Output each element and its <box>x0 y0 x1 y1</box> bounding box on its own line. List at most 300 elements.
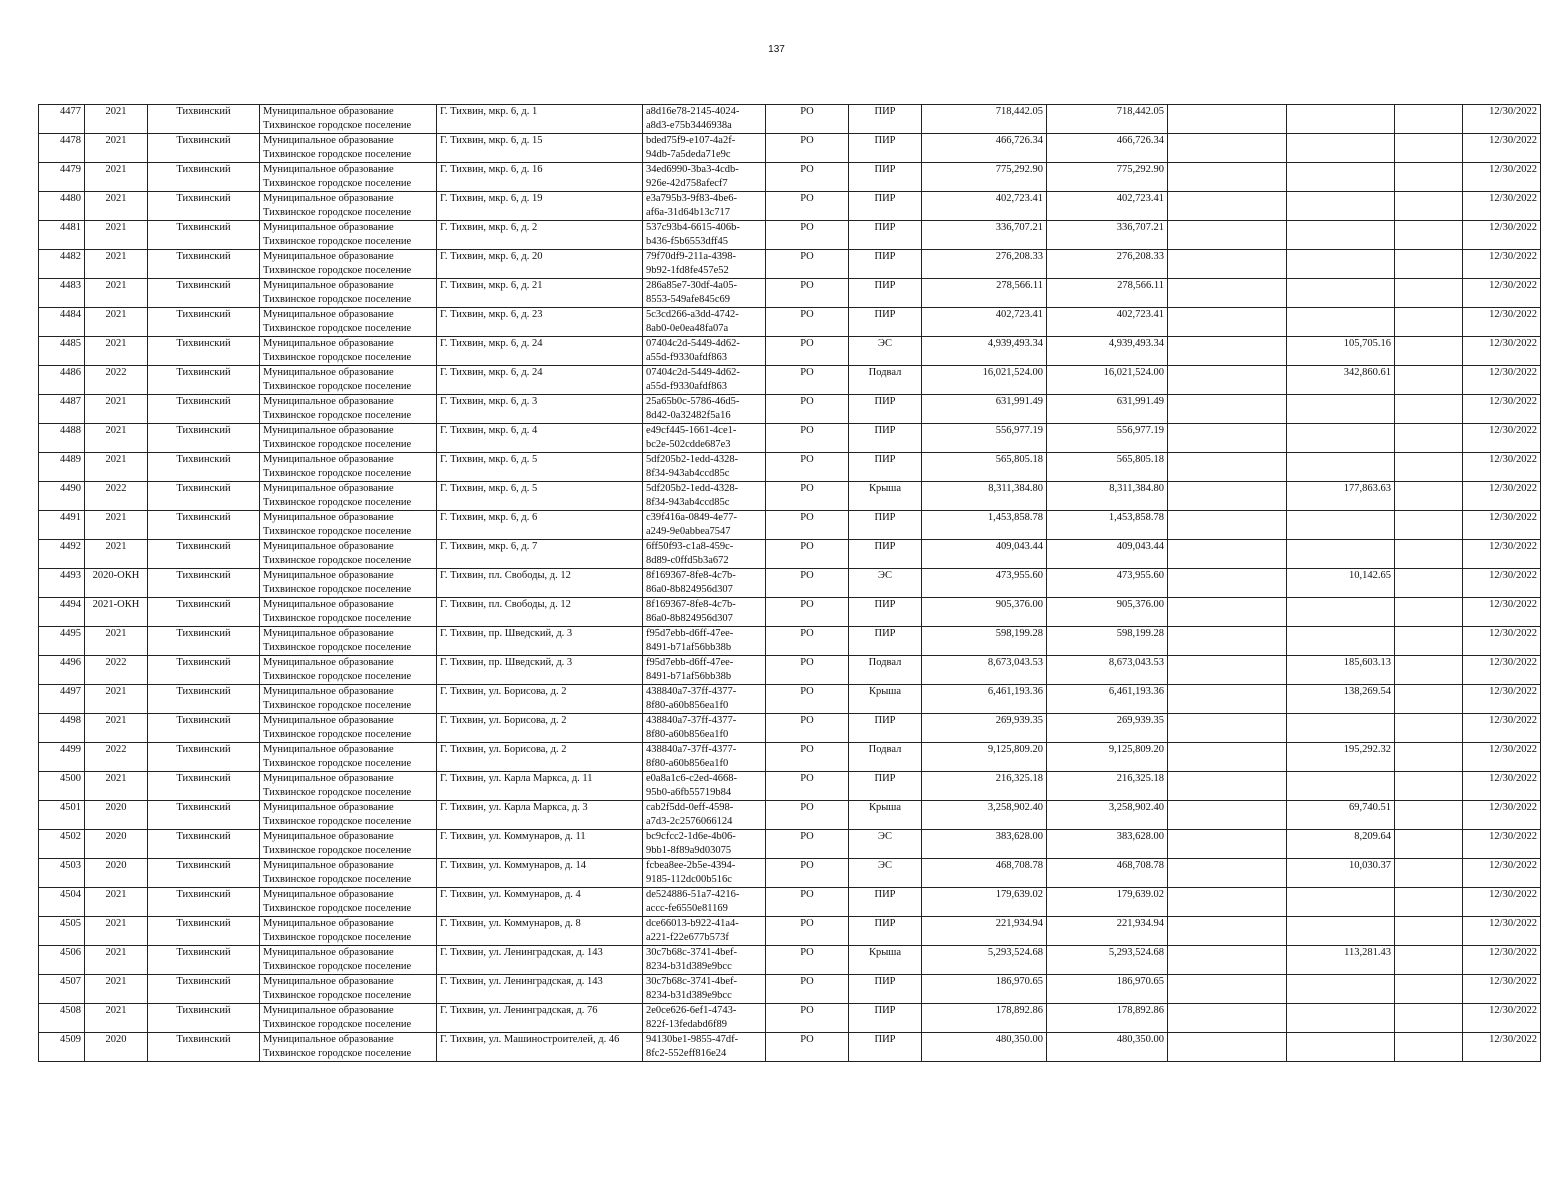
municipality-cell-line: Муниципальное образование <box>263 1034 394 1045</box>
row-number-cell: 4509 <box>39 1033 85 1062</box>
cost-total-cell: 216,325.18 <box>1047 772 1168 801</box>
table-row <box>39 598 1541 627</box>
municipality-cell-line: Тихвинское городское поселение <box>263 235 412 247</box>
work-type-cell: ПИР <box>849 453 922 482</box>
work-type-cell: ЭС <box>849 337 922 366</box>
district-cell: Тихвинский <box>148 163 260 192</box>
house-id-cell <box>643 279 766 308</box>
program-cell: РО <box>766 221 849 250</box>
municipality-cell-line: Тихвинское городское поселение <box>263 583 412 595</box>
municipality-cell-line: Муниципальное образование <box>263 222 394 233</box>
blank-cell <box>1395 946 1463 975</box>
address-cell: Г. Тихвин, ул. Коммунаров, д. 4 <box>437 888 643 917</box>
blank-cell <box>1395 859 1463 888</box>
district-cell: Тихвинский <box>148 540 260 569</box>
fee-cell <box>1287 1033 1395 1062</box>
date-cell: 12/30/2022 <box>1463 482 1541 511</box>
blank-cell <box>1395 888 1463 917</box>
house-id-cell <box>643 337 766 366</box>
row-number-cell: 4500 <box>39 772 85 801</box>
municipality-cell-line: Тихвинское городское поселение <box>263 293 412 305</box>
extra-cost-cell <box>1168 192 1287 221</box>
cost-cell: 1,453,858.78 <box>922 511 1047 540</box>
address-cell: Г. Тихвин, пл. Свободы, д. 12 <box>437 569 643 598</box>
blank-cell <box>1395 337 1463 366</box>
address-cell: Г. Тихвин, ул. Борисова, д. 2 <box>437 685 643 714</box>
row-number-cell: 4492 <box>39 540 85 569</box>
row-number-cell: 4487 <box>39 395 85 424</box>
house-id-cell-line: 6ff50f93-c1a8-459c- <box>646 541 734 552</box>
municipality-cell <box>260 975 437 1004</box>
district-cell: Тихвинский <box>148 598 260 627</box>
fee-cell <box>1287 917 1395 946</box>
address-cell: Г. Тихвин, пл. Свободы, д. 12 <box>437 598 643 627</box>
fee-cell: 10,142.65 <box>1287 569 1395 598</box>
program-cell: РО <box>766 279 849 308</box>
program-cell: РО <box>766 337 849 366</box>
date-cell: 12/30/2022 <box>1463 308 1541 337</box>
municipality-cell-line: Муниципальное образование <box>263 570 394 581</box>
fee-cell <box>1287 105 1395 134</box>
district-cell: Тихвинский <box>148 424 260 453</box>
year-cell: 2021 <box>85 917 148 946</box>
extra-cost-cell <box>1168 627 1287 656</box>
district-cell: Тихвинский <box>148 453 260 482</box>
year-cell: 2021 <box>85 134 148 163</box>
extra-cost-cell <box>1168 453 1287 482</box>
cost-total-cell: 1,453,858.78 <box>1047 511 1168 540</box>
blank-cell <box>1395 830 1463 859</box>
municipality-cell <box>260 656 437 685</box>
extra-cost-cell <box>1168 946 1287 975</box>
extra-cost-cell <box>1168 1004 1287 1033</box>
house-id-cell <box>643 1033 766 1062</box>
work-type-cell: Крыша <box>849 946 922 975</box>
municipality-cell-line: Тихвинское городское поселение <box>263 931 412 943</box>
house-id-cell-line: 07404c2d-5449-4d62- <box>646 338 740 349</box>
house-id-cell <box>643 743 766 772</box>
address-cell: Г. Тихвин, ул. Борисова, д. 2 <box>437 714 643 743</box>
house-id-cell-line: 30c7b68c-3741-4bef- <box>646 976 737 987</box>
municipality-cell <box>260 134 437 163</box>
date-cell: 12/30/2022 <box>1463 221 1541 250</box>
row-number-cell: 4478 <box>39 134 85 163</box>
row-number-cell: 4484 <box>39 308 85 337</box>
blank-cell <box>1395 221 1463 250</box>
house-id-cell-line: dce66013-b922-41a4- <box>646 918 739 929</box>
house-id-cell-line: 07404c2d-5449-4d62- <box>646 367 740 378</box>
house-id-cell-line: 5c3cd266-a3dd-4742- <box>646 309 739 320</box>
house-id-cell-line: 8d42-0a32482f5a16 <box>646 409 731 421</box>
date-cell: 12/30/2022 <box>1463 337 1541 366</box>
program-cell: РО <box>766 1004 849 1033</box>
program-cell: РО <box>766 424 849 453</box>
extra-cost-cell <box>1168 337 1287 366</box>
house-id-cell <box>643 569 766 598</box>
year-cell: 2020 <box>85 830 148 859</box>
program-cell: РО <box>766 453 849 482</box>
work-type-cell: ПИР <box>849 105 922 134</box>
address-cell: Г. Тихвин, мкр. 6, д. 1 <box>437 105 643 134</box>
house-id-cell-line: 34ed6990-3ba3-4cdb- <box>646 164 739 175</box>
fee-cell: 10,030.37 <box>1287 859 1395 888</box>
work-type-cell: ПИР <box>849 1033 922 1062</box>
fee-cell <box>1287 163 1395 192</box>
cost-cell: 473,955.60 <box>922 569 1047 598</box>
fee-cell: 138,269.54 <box>1287 685 1395 714</box>
municipality-cell <box>260 859 437 888</box>
address-cell: Г. Тихвин, ул. Коммунаров, д. 8 <box>437 917 643 946</box>
house-id-cell-line: 926e-42d758afecf7 <box>646 177 728 189</box>
fee-cell <box>1287 134 1395 163</box>
house-id-cell-line: fcbea8ee-2b5e-4394- <box>646 860 736 871</box>
municipality-cell-line: Муниципальное образование <box>263 802 394 813</box>
municipality-cell-line: Тихвинское городское поселение <box>263 351 412 363</box>
table-row <box>39 917 1541 946</box>
house-id-cell <box>643 714 766 743</box>
house-id-cell-line: 86a0-8b824956d307 <box>646 583 733 595</box>
house-id-cell-line: af6a-31d64b13c717 <box>646 206 730 218</box>
table-row <box>39 134 1541 163</box>
cost-cell: 383,628.00 <box>922 830 1047 859</box>
municipality-cell <box>260 569 437 598</box>
municipality-cell-line: Тихвинское городское поселение <box>263 612 412 624</box>
work-type-cell: ПИР <box>849 134 922 163</box>
house-id-cell <box>643 250 766 279</box>
cost-total-cell: 269,939.35 <box>1047 714 1168 743</box>
municipality-cell <box>260 830 437 859</box>
district-cell: Тихвинский <box>148 1004 260 1033</box>
cost-cell: 6,461,193.36 <box>922 685 1047 714</box>
district-cell: Тихвинский <box>148 685 260 714</box>
address-cell: Г. Тихвин, мкр. 6, д. 15 <box>437 134 643 163</box>
blank-cell <box>1395 192 1463 221</box>
district-cell: Тихвинский <box>148 1033 260 1062</box>
municipality-cell-line: Муниципальное образование <box>263 686 394 697</box>
work-type-cell: ПИР <box>849 714 922 743</box>
municipality-cell-line: Муниципальное образование <box>263 976 394 987</box>
house-id-cell-line: a55d-f9330afdf863 <box>646 351 728 363</box>
district-cell: Тихвинский <box>148 192 260 221</box>
house-id-cell <box>643 946 766 975</box>
table-row <box>39 424 1541 453</box>
municipality-cell <box>260 482 437 511</box>
municipality-cell-line: Тихвинское городское поселение <box>263 815 412 827</box>
district-cell: Тихвинский <box>148 250 260 279</box>
municipality-cell-line: Тихвинское городское поселение <box>263 148 412 160</box>
district-cell: Тихвинский <box>148 946 260 975</box>
municipality-cell <box>260 1033 437 1062</box>
row-number-cell: 4494 <box>39 598 85 627</box>
program-cell: РО <box>766 134 849 163</box>
house-id-cell <box>643 656 766 685</box>
row-number-cell: 4498 <box>39 714 85 743</box>
fee-cell <box>1287 627 1395 656</box>
date-cell: 12/30/2022 <box>1463 859 1541 888</box>
cost-cell: 556,977.19 <box>922 424 1047 453</box>
cost-total-cell: 905,376.00 <box>1047 598 1168 627</box>
house-id-cell-line: a7d3-2c2576066124 <box>646 815 733 827</box>
cost-cell: 905,376.00 <box>922 598 1047 627</box>
work-type-cell: ПИР <box>849 192 922 221</box>
municipality-cell <box>260 772 437 801</box>
blank-cell <box>1395 134 1463 163</box>
municipality-cell <box>260 743 437 772</box>
address-cell: Г. Тихвин, мкр. 6, д. 5 <box>437 482 643 511</box>
date-cell: 12/30/2022 <box>1463 888 1541 917</box>
cost-cell: 565,805.18 <box>922 453 1047 482</box>
year-cell: 2021 <box>85 337 148 366</box>
year-cell: 2022 <box>85 482 148 511</box>
house-id-cell-line: e3a795b3-9f83-4be6- <box>646 193 737 204</box>
cost-total-cell: 480,350.00 <box>1047 1033 1168 1062</box>
program-cell: РО <box>766 598 849 627</box>
municipality-cell-line: Муниципальное образование <box>263 280 394 291</box>
blank-cell <box>1395 743 1463 772</box>
house-id-cell-line: a249-9e0abbea7547 <box>646 525 731 537</box>
address-cell: Г. Тихвин, мкр. 6, д. 2 <box>437 221 643 250</box>
municipality-cell-line: Тихвинское городское поселение <box>263 873 412 885</box>
house-id-cell <box>643 917 766 946</box>
house-id-cell-line: c39f416a-0849-4e77- <box>646 512 737 523</box>
address-cell: Г. Тихвин, пр. Шведский, д. 3 <box>437 656 643 685</box>
cost-cell: 409,043.44 <box>922 540 1047 569</box>
cost-cell: 775,292.90 <box>922 163 1047 192</box>
year-cell: 2021 <box>85 627 148 656</box>
fee-cell <box>1287 250 1395 279</box>
fee-cell <box>1287 714 1395 743</box>
work-type-cell: ПИР <box>849 772 922 801</box>
blank-cell <box>1395 801 1463 830</box>
year-cell: 2020 <box>85 859 148 888</box>
municipality-cell-line: Тихвинское городское поселение <box>263 554 412 566</box>
house-id-cell-line: e0a8a1c6-c2ed-4668- <box>646 773 737 784</box>
fee-cell: 185,603.13 <box>1287 656 1395 685</box>
year-cell: 2021 <box>85 308 148 337</box>
date-cell: 12/30/2022 <box>1463 685 1541 714</box>
house-id-cell-line: 86a0-8b824956d307 <box>646 612 733 624</box>
work-type-cell: ПИР <box>849 221 922 250</box>
cost-total-cell: 468,708.78 <box>1047 859 1168 888</box>
district-cell: Тихвинский <box>148 337 260 366</box>
municipality-cell-line: Муниципальное образование <box>263 106 394 117</box>
extra-cost-cell <box>1168 250 1287 279</box>
district-cell: Тихвинский <box>148 279 260 308</box>
house-id-cell <box>643 598 766 627</box>
extra-cost-cell <box>1168 685 1287 714</box>
district-cell: Тихвинский <box>148 627 260 656</box>
extra-cost-cell <box>1168 859 1287 888</box>
work-type-cell: ПИР <box>849 279 922 308</box>
blank-cell <box>1395 772 1463 801</box>
address-cell: Г. Тихвин, мкр. 6, д. 5 <box>437 453 643 482</box>
municipality-cell-line: Муниципальное образование <box>263 599 394 610</box>
year-cell: 2021 <box>85 714 148 743</box>
row-number-cell: 4485 <box>39 337 85 366</box>
house-id-cell-line: 8234-b31d389e9bcc <box>646 989 732 1001</box>
table-row <box>39 221 1541 250</box>
table-row <box>39 685 1541 714</box>
row-number-cell: 4490 <box>39 482 85 511</box>
house-id-cell-line: 8f34-943ab4ccd85c <box>646 496 730 508</box>
municipality-cell-line: Муниципальное образование <box>263 164 394 175</box>
address-cell: Г. Тихвин, ул. Карла Маркса, д. 11 <box>437 772 643 801</box>
municipality-cell-line: Тихвинское городское поселение <box>263 322 412 334</box>
house-id-cell-line: 95b0-a6fb55719b84 <box>646 786 732 798</box>
extra-cost-cell <box>1168 830 1287 859</box>
blank-cell <box>1395 540 1463 569</box>
municipality-cell-line: Муниципальное образование <box>263 628 394 639</box>
address-cell: Г. Тихвин, ул. Машиностроителей, д. 46 <box>437 1033 643 1062</box>
house-id-cell-line: bc2e-502cdde687e3 <box>646 438 731 450</box>
house-id-cell-line: 438840a7-37ff-4377- <box>646 715 737 726</box>
extra-cost-cell <box>1168 917 1287 946</box>
date-cell: 12/30/2022 <box>1463 279 1541 308</box>
table-row <box>39 395 1541 424</box>
cost-total-cell: 8,673,043.53 <box>1047 656 1168 685</box>
work-type-cell: ЭС <box>849 830 922 859</box>
extra-cost-cell <box>1168 772 1287 801</box>
program-cell: РО <box>766 946 849 975</box>
program-cell: РО <box>766 743 849 772</box>
district-cell: Тихвинский <box>148 482 260 511</box>
cost-total-cell: 402,723.41 <box>1047 192 1168 221</box>
date-cell: 12/30/2022 <box>1463 540 1541 569</box>
house-id-cell-line: 8f169367-8fe8-4c7b- <box>646 599 736 610</box>
blank-cell <box>1395 569 1463 598</box>
house-id-cell-line: 5df205b2-1edd-4328- <box>646 483 739 494</box>
municipality-cell-line: Муниципальное образование <box>263 251 394 262</box>
municipality-cell <box>260 627 437 656</box>
municipality-cell <box>260 453 437 482</box>
extra-cost-cell <box>1168 395 1287 424</box>
work-type-cell: ЭС <box>849 569 922 598</box>
municipality-cell-line: Муниципальное образование <box>263 947 394 958</box>
table-row <box>39 192 1541 221</box>
house-id-cell-line: de524886-51a7-4216- <box>646 889 740 900</box>
address-cell: Г. Тихвин, ул. Ленинградская, д. 143 <box>437 975 643 1004</box>
fee-cell <box>1287 511 1395 540</box>
municipality-cell-line: Муниципальное образование <box>263 425 394 436</box>
program-cell: РО <box>766 192 849 221</box>
blank-cell <box>1395 1004 1463 1033</box>
date-cell: 12/30/2022 <box>1463 1004 1541 1033</box>
municipality-cell <box>260 395 437 424</box>
fee-cell <box>1287 308 1395 337</box>
district-cell: Тихвинский <box>148 888 260 917</box>
table-row <box>39 511 1541 540</box>
table-row <box>39 337 1541 366</box>
extra-cost-cell <box>1168 134 1287 163</box>
municipality-cell-line: Тихвинское городское поселение <box>263 989 412 1001</box>
house-id-cell <box>643 366 766 395</box>
house-id-cell-line: 8fc2-552eff816e24 <box>646 1047 727 1059</box>
cost-cell: 178,892.86 <box>922 1004 1047 1033</box>
address-cell: Г. Тихвин, мкр. 6, д. 6 <box>437 511 643 540</box>
year-cell: 2021 <box>85 453 148 482</box>
house-id-cell <box>643 1004 766 1033</box>
blank-cell <box>1395 714 1463 743</box>
fee-cell: 8,209.64 <box>1287 830 1395 859</box>
blank-cell <box>1395 250 1463 279</box>
table-row <box>39 656 1541 685</box>
row-number-cell: 4506 <box>39 946 85 975</box>
address-cell: Г. Тихвин, мкр. 6, д. 21 <box>437 279 643 308</box>
cost-total-cell: 718,442.05 <box>1047 105 1168 134</box>
program-cell: РО <box>766 308 849 337</box>
row-number-cell: 4486 <box>39 366 85 395</box>
extra-cost-cell <box>1168 598 1287 627</box>
table-row <box>39 453 1541 482</box>
program-cell: РО <box>766 395 849 424</box>
cost-cell: 8,673,043.53 <box>922 656 1047 685</box>
program-cell: РО <box>766 482 849 511</box>
municipality-cell-line: Муниципальное образование <box>263 744 394 755</box>
program-cell: РО <box>766 366 849 395</box>
extra-cost-cell <box>1168 801 1287 830</box>
house-id-cell-line: 8491-b71af56bb38b <box>646 670 732 682</box>
row-number-cell: 4491 <box>39 511 85 540</box>
municipality-cell-line: Муниципальное образование <box>263 135 394 146</box>
date-cell: 12/30/2022 <box>1463 627 1541 656</box>
work-type-cell: ПИР <box>849 975 922 1004</box>
district-cell: Тихвинский <box>148 395 260 424</box>
district-cell: Тихвинский <box>148 221 260 250</box>
row-number-cell: 4501 <box>39 801 85 830</box>
cost-total-cell: 775,292.90 <box>1047 163 1168 192</box>
registry-table <box>38 104 1541 1062</box>
year-cell: 2021 <box>85 424 148 453</box>
table-row <box>39 1004 1541 1033</box>
house-id-cell-line: 8f34-943ab4ccd85c <box>646 467 730 479</box>
blank-cell <box>1395 279 1463 308</box>
district-cell: Тихвинский <box>148 859 260 888</box>
program-cell: РО <box>766 917 849 946</box>
program-cell: РО <box>766 801 849 830</box>
year-cell: 2021 <box>85 221 148 250</box>
fee-cell <box>1287 192 1395 221</box>
cost-total-cell: 473,955.60 <box>1047 569 1168 598</box>
house-id-cell <box>643 801 766 830</box>
address-cell: Г. Тихвин, ул. Карла Маркса, д. 3 <box>437 801 643 830</box>
cost-cell: 402,723.41 <box>922 308 1047 337</box>
cost-total-cell: 598,199.28 <box>1047 627 1168 656</box>
district-cell: Тихвинский <box>148 656 260 685</box>
row-number-cell: 4502 <box>39 830 85 859</box>
address-cell: Г. Тихвин, мкр. 6, д. 3 <box>437 395 643 424</box>
fee-cell <box>1287 888 1395 917</box>
extra-cost-cell <box>1168 482 1287 511</box>
year-cell: 2021 <box>85 279 148 308</box>
house-id-cell-line: 25a65b0c-5786-46d5- <box>646 396 740 407</box>
municipality-cell-line: Тихвинское городское поселение <box>263 119 412 131</box>
house-id-cell <box>643 627 766 656</box>
work-type-cell: ПИР <box>849 250 922 279</box>
year-cell: 2021 <box>85 975 148 1004</box>
program-cell: РО <box>766 250 849 279</box>
house-id-cell <box>643 221 766 250</box>
blank-cell <box>1395 453 1463 482</box>
fee-cell <box>1287 279 1395 308</box>
date-cell: 12/30/2022 <box>1463 511 1541 540</box>
municipality-cell <box>260 917 437 946</box>
municipality-cell <box>260 337 437 366</box>
cost-cell: 276,208.33 <box>922 250 1047 279</box>
date-cell: 12/30/2022 <box>1463 453 1541 482</box>
municipality-cell-line: Муниципальное образование <box>263 483 394 494</box>
house-id-cell-line: 8553-549afe845c69 <box>646 293 730 305</box>
house-id-cell-line: 8234-b31d389e9bcc <box>646 960 732 972</box>
